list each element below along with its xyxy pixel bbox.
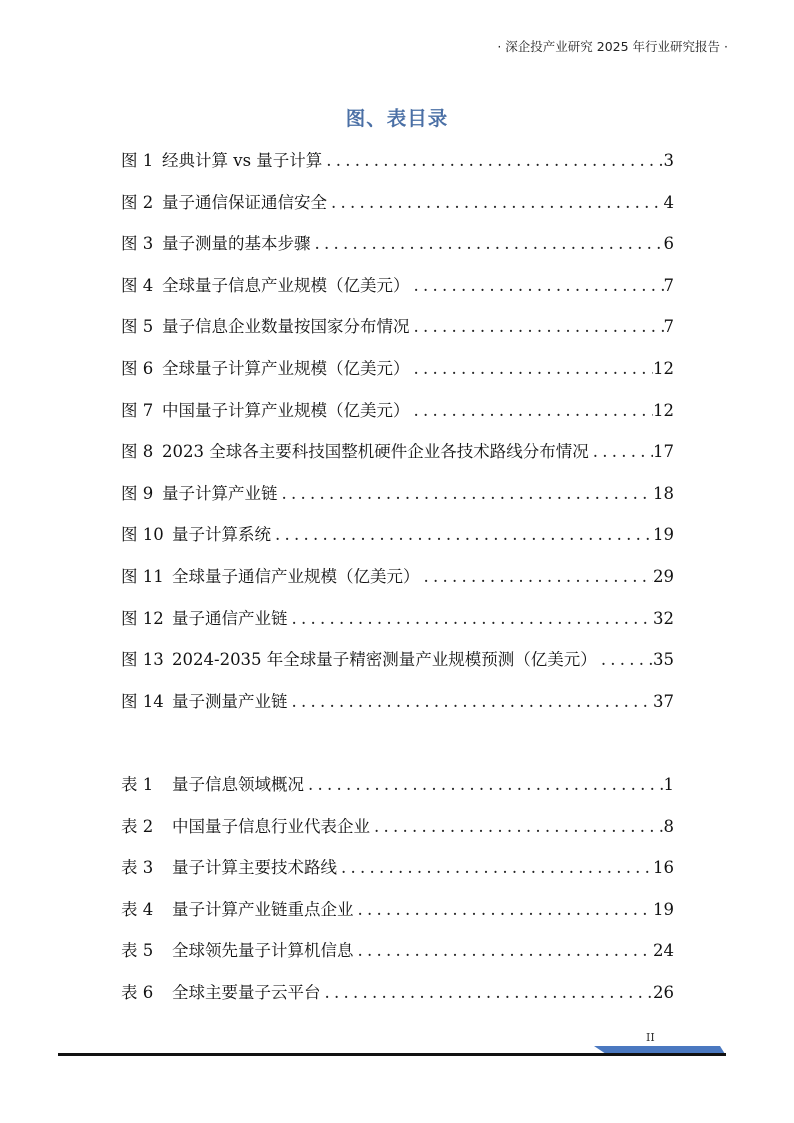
- figure-entry[interactable]: [121, 272, 674, 314]
- entry-number: 图 14: [121, 691, 164, 711]
- dot-leader: [410, 276, 664, 295]
- entry-title: 2024-2035 年全球量子精密测量产业规模预测（亿美元）: [172, 650, 597, 670]
- entry-number: 图 8: [121, 442, 154, 462]
- figure-entry[interactable]: [121, 563, 674, 605]
- figure-entry[interactable]: [121, 688, 674, 730]
- figure-entry[interactable]: [121, 646, 674, 688]
- entry-title: 全球领先量子计算机信息: [172, 941, 354, 961]
- dot-leader: [597, 650, 653, 669]
- entry-title: 中国量子信息行业代表企业: [172, 816, 370, 836]
- entry-number: 图 13: [121, 650, 164, 670]
- dot-leader: [321, 983, 654, 1002]
- entry-page: 8: [663, 816, 674, 836]
- entry-page: 26: [653, 982, 674, 1002]
- entry-number: 图 12: [121, 608, 164, 628]
- figure-entry[interactable]: [121, 313, 674, 355]
- entry-title: 量子信息企业数量按国家分布情况: [162, 317, 410, 337]
- table-list: [121, 771, 674, 1021]
- entry-page: 17: [653, 442, 674, 462]
- entry-number: 图 6: [121, 358, 154, 378]
- entry-title: 量子通信产业链: [172, 608, 288, 628]
- dot-leader: [322, 151, 663, 170]
- figure-entry[interactable]: [121, 147, 674, 189]
- entry-number: 表 4: [121, 899, 154, 919]
- entry-title: 量子信息领域概况: [172, 775, 304, 794]
- dot-leader: [354, 941, 654, 960]
- figure-entry[interactable]: [121, 521, 674, 563]
- entry-title: 全球量子通信产业规模（亿美元）: [172, 566, 420, 586]
- entry-page: 29: [653, 566, 674, 586]
- table-entry[interactable]: [121, 979, 674, 1021]
- entry-page: 12: [653, 358, 674, 378]
- entry-number: 表 5: [121, 941, 154, 961]
- entry-page: 16: [653, 858, 674, 878]
- entry-number: 图 3: [121, 234, 154, 254]
- dot-leader: [410, 401, 654, 420]
- table-entry[interactable]: [121, 854, 674, 896]
- figure-entry[interactable]: [121, 397, 674, 439]
- dot-leader: [589, 442, 653, 461]
- entry-number: 图 10: [121, 525, 164, 545]
- entry-number: 图 2: [121, 192, 154, 212]
- entry-title: 量子计算主要技术路线: [172, 858, 337, 878]
- entry-title: 量子测量的基本步骤: [162, 234, 311, 254]
- dot-leader: [327, 193, 664, 212]
- entry-page: 4: [663, 192, 674, 212]
- entry-number: 表 1: [121, 775, 154, 794]
- dot-leader: [410, 359, 654, 378]
- dot-leader: [370, 817, 664, 836]
- entry-title: 全球主要量子云平台: [172, 982, 321, 1002]
- entry-page: 7: [663, 317, 674, 337]
- entry-number: 图 4: [121, 275, 154, 295]
- entry-title: 量子测量产业链: [172, 691, 288, 711]
- figure-entry[interactable]: [121, 480, 674, 522]
- figure-entry[interactable]: [121, 189, 674, 231]
- entry-number: 图 1: [121, 151, 154, 170]
- dot-leader: [278, 484, 654, 503]
- entry-number: 表 6: [121, 982, 154, 1002]
- dot-leader: [288, 692, 654, 711]
- entry-page: 37: [653, 691, 674, 711]
- table-entry[interactable]: [121, 813, 674, 855]
- figure-entry[interactable]: [121, 605, 674, 647]
- entry-number: 图 7: [121, 400, 154, 420]
- entry-page: 18: [653, 483, 674, 503]
- entry-page: 3: [663, 151, 674, 170]
- entry-page: 19: [653, 899, 674, 919]
- entry-title: 中国量子计算产业规模（亿美元）: [162, 400, 410, 420]
- entry-number: 表 2: [121, 816, 154, 836]
- entry-page: 24: [653, 941, 674, 961]
- page-number: II: [646, 1031, 655, 1044]
- figure-entry[interactable]: [121, 355, 674, 397]
- entry-page: 6: [663, 234, 674, 254]
- footer-rule: [58, 1053, 726, 1056]
- dot-leader: [410, 317, 664, 336]
- entry-title: 全球量子计算产业规模（亿美元）: [162, 358, 410, 378]
- entry-number: 图 11: [121, 566, 164, 586]
- table-entry[interactable]: [121, 896, 674, 938]
- table-entry[interactable]: [121, 937, 674, 979]
- dot-leader: [271, 525, 653, 544]
- entry-title: 量子计算产业链: [162, 483, 278, 503]
- dot-leader: [288, 609, 654, 628]
- figure-entry[interactable]: [121, 438, 674, 480]
- dot-leader: [304, 775, 664, 794]
- entry-page: 12: [653, 400, 674, 420]
- entry-title: 量子通信保证通信安全: [162, 192, 327, 212]
- entry-title: 全球量子信息产业规模（亿美元）: [162, 275, 410, 295]
- entry-number: 图 9: [121, 483, 154, 503]
- entry-page: 7: [663, 275, 674, 295]
- dot-leader: [337, 858, 653, 877]
- table-entry[interactable]: [121, 771, 674, 813]
- running-header: · 深企投产业研究 2025 年行业研究报告 ·: [497, 39, 728, 54]
- figure-entry[interactable]: [121, 230, 674, 272]
- dot-leader: [311, 234, 664, 253]
- entry-page: 19: [653, 525, 674, 545]
- entry-number: 表 3: [121, 858, 154, 878]
- entry-title: 量子计算产业链重点企业: [172, 899, 354, 919]
- entry-page: 1: [663, 775, 674, 794]
- entry-title: 2023 全球各主要科技国整机硬件企业各技术路线分布情况: [162, 442, 589, 462]
- dot-leader: [420, 567, 654, 586]
- entry-title: 经典计算 vs 量子计算: [162, 151, 323, 170]
- page-title: 图、表目录: [345, 107, 449, 130]
- dot-leader: [354, 900, 654, 919]
- entry-page: 35: [653, 650, 674, 670]
- figure-list: [121, 147, 674, 729]
- entry-page: 32: [653, 608, 674, 628]
- entry-number: 图 5: [121, 317, 154, 337]
- entry-title: 量子计算系统: [172, 525, 271, 545]
